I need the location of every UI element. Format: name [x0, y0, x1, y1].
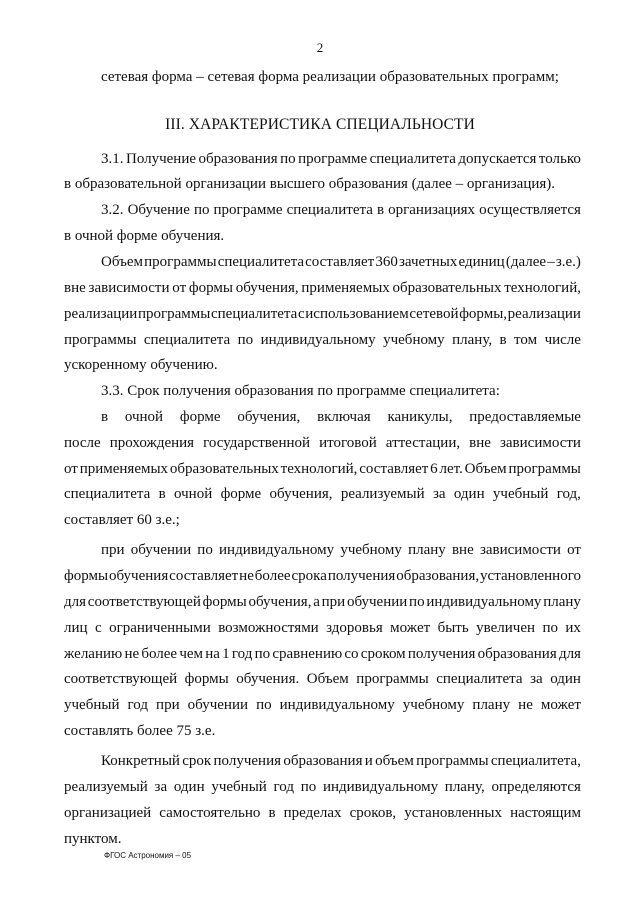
word: установленного [480, 568, 581, 584]
word: каникулы, [387, 409, 453, 425]
word: аттестации, [385, 435, 461, 451]
word: настоящим [510, 805, 581, 821]
word: возможностями [218, 620, 319, 636]
word: числе [544, 332, 581, 348]
word: 360 [375, 254, 398, 270]
word: применяемых [301, 280, 390, 296]
word: индивидуальному [279, 697, 395, 713]
word: том [514, 332, 538, 348]
word: со [344, 646, 359, 662]
word: учебный [211, 779, 267, 795]
word: з.е.) [555, 254, 581, 270]
word: сроков, [349, 805, 397, 821]
word: Обучение [127, 202, 190, 218]
word: зачетных [399, 254, 458, 270]
word: при [321, 594, 346, 610]
word: соответствующей [64, 671, 178, 687]
word: обучения, [237, 409, 301, 425]
word: 6 [430, 461, 438, 477]
word: с [94, 620, 102, 636]
word: учебный [492, 486, 549, 502]
text-line: в образовательной организации высшего образования (далее – организация). [64, 176, 556, 192]
text-line: составляет 60 з.е.; [64, 512, 180, 528]
text-line [101, 752, 581, 770]
word: единиц [458, 254, 505, 270]
word: по [193, 202, 210, 218]
word: зависимости [479, 542, 561, 558]
word: может [390, 620, 431, 636]
word: специалитета [143, 332, 231, 348]
word: Получение [125, 151, 197, 167]
word: срока [291, 568, 327, 584]
word: образовательных [392, 280, 502, 296]
word: программы [416, 753, 489, 769]
word: плану [472, 697, 511, 713]
word: сравнению [272, 646, 343, 662]
word: по [254, 646, 271, 662]
word: от [64, 461, 78, 477]
text-line [101, 408, 581, 426]
text-line [64, 593, 581, 611]
word: в [499, 332, 507, 348]
word: обучении [346, 594, 408, 610]
word: не [124, 646, 140, 662]
word: технологий, [504, 280, 581, 296]
word: 3.2. [101, 202, 124, 218]
word: учебный [64, 697, 120, 713]
word: пределах [283, 805, 342, 821]
word: специалитета [217, 254, 304, 270]
text-line [101, 150, 581, 168]
word: зависимости [499, 435, 581, 451]
word: плану, [452, 332, 493, 348]
word: итоговой [319, 435, 377, 451]
word: формы, [459, 306, 508, 322]
word: реализации [507, 306, 581, 322]
word: лиц [64, 620, 88, 636]
text-line [64, 434, 581, 452]
word: по [409, 594, 425, 610]
word: учебному [340, 542, 402, 558]
text-line [64, 279, 581, 297]
word: образования [477, 646, 557, 662]
word: Конкретный [101, 753, 180, 769]
word: организациях [388, 202, 476, 218]
word: обучении [187, 697, 249, 713]
word: специалитета [286, 202, 373, 218]
word: формы [64, 568, 109, 584]
text-line [64, 567, 581, 585]
word: вне [451, 542, 474, 558]
page-number: 2 [316, 40, 324, 55]
text-line [64, 619, 581, 637]
word: их [565, 620, 581, 636]
word: учебному [402, 697, 465, 713]
word: программе [298, 151, 368, 167]
word: более [141, 646, 178, 662]
word: плану [543, 594, 581, 610]
word: и [364, 753, 373, 769]
word: формы [202, 594, 247, 610]
word: составляет [305, 254, 375, 270]
word: предоставляемые [469, 409, 581, 425]
word: получения [407, 646, 476, 662]
text-line: ускоренному обучению. [64, 357, 218, 373]
word: получения [327, 568, 396, 584]
word: не [518, 697, 533, 713]
word: обучения. [236, 671, 300, 687]
word: форме [179, 409, 221, 425]
word: самостоятельно [159, 805, 261, 821]
word: – [547, 254, 555, 270]
text-line [64, 460, 581, 478]
word: зависимости [88, 280, 170, 296]
word: 1 [222, 646, 230, 662]
text-line: составлять более 75 з.е. [64, 723, 216, 739]
word: год [127, 697, 148, 713]
word: по [300, 779, 317, 795]
word: программы [356, 671, 429, 687]
text-line [64, 485, 581, 503]
word: специалитета [64, 486, 151, 502]
word: программы [64, 332, 137, 348]
word: включая [317, 409, 371, 425]
word: лет. [439, 461, 463, 477]
word: от [172, 280, 187, 296]
word: за [432, 486, 446, 502]
word: по [542, 620, 558, 636]
word: год, [556, 486, 581, 502]
word: а [313, 594, 320, 610]
word: (далее [505, 254, 547, 270]
word: специалитета [369, 151, 456, 167]
word: с [297, 306, 305, 322]
word: реализации [64, 306, 138, 322]
word: очной [174, 486, 213, 502]
word: более [254, 568, 291, 584]
word: от [567, 542, 581, 558]
text-line [64, 305, 581, 323]
word: чем [179, 646, 204, 662]
word: специалитета [211, 306, 298, 322]
word: программе [213, 202, 283, 218]
word: Объем [464, 461, 507, 477]
word: осуществляется [479, 202, 581, 218]
word: обучении [130, 542, 192, 558]
word: ограниченными [109, 620, 211, 636]
word: специалитета, [490, 753, 581, 769]
word: для [558, 646, 581, 662]
word: государственной [203, 435, 311, 451]
word: образовательных [169, 461, 279, 477]
word: в [268, 805, 276, 821]
word: индивидуальному [219, 542, 335, 558]
text-line: сетевая форма – сетевая форма реализации образовательных программ; [101, 69, 559, 85]
word: здоровья [326, 620, 383, 636]
word: один [453, 486, 485, 502]
word: один [173, 779, 205, 795]
word: программы [137, 306, 211, 322]
word: организацией [64, 805, 152, 821]
word: сроком [360, 646, 406, 662]
word: один [550, 671, 581, 687]
word: за [530, 671, 543, 687]
word: использованием [305, 306, 409, 322]
word: специалитета [436, 671, 523, 687]
word: формы [184, 671, 229, 687]
word: образования, [396, 568, 480, 584]
word: обучения, [235, 280, 299, 296]
word: обучения, [248, 594, 312, 610]
word: по [280, 151, 296, 167]
text-line [101, 201, 581, 219]
text-line: 3.3. Срок получения образования по программе специалитета: [101, 383, 500, 399]
word: индивидуальному [322, 779, 439, 795]
word: учебному [383, 332, 445, 348]
word: Объем [101, 254, 143, 270]
word: год [273, 779, 294, 795]
section-heading: III. ХАРАКТЕРИСТИКА СПЕЦИАЛЬНОСТИ [165, 116, 475, 133]
word: образования [198, 151, 278, 167]
text-line [64, 331, 581, 349]
word: при [101, 542, 125, 558]
text-line [101, 541, 581, 559]
word: обучения [109, 568, 169, 584]
word: в [101, 409, 109, 425]
word: сетевой [409, 306, 459, 322]
word: индивидуальному [426, 594, 542, 610]
word: индивидуальному [260, 332, 376, 348]
word: обучения, [269, 486, 333, 502]
word: на [205, 646, 220, 662]
word: допускается [458, 151, 537, 167]
word: образования [283, 753, 363, 769]
word: желанию [64, 646, 123, 662]
word: Объем [306, 671, 349, 687]
word: программы [144, 254, 217, 270]
word: по [237, 332, 254, 348]
footer-label: ФГОС Астрономия – 05 [104, 851, 192, 860]
text-line: в очной форме обучения. [64, 228, 225, 244]
word: не [239, 568, 254, 584]
word: по [197, 542, 213, 558]
word: плану [408, 542, 446, 558]
word: может [540, 697, 581, 713]
word: срок [182, 753, 212, 769]
text-line: пунктом. [64, 831, 122, 847]
word: реализуемый [340, 486, 425, 502]
text-line [64, 670, 581, 688]
word: составляет [359, 461, 429, 477]
word: год [231, 646, 253, 662]
word: технологий, [280, 461, 358, 477]
text-line [64, 645, 581, 663]
word: реализуемый [64, 779, 148, 795]
word: только [538, 151, 581, 167]
word: плану, [444, 779, 485, 795]
text-line [64, 778, 581, 796]
word: быть [437, 620, 469, 636]
word: получения [213, 753, 282, 769]
word: вне [469, 435, 491, 451]
word: для [64, 594, 87, 610]
word: 3.1. [101, 151, 124, 167]
word: объем [375, 753, 414, 769]
text-line [101, 253, 581, 271]
word: составляет [169, 568, 239, 584]
word: в [376, 202, 385, 218]
word: форме [220, 486, 262, 502]
word: соответствующей [87, 594, 201, 610]
word: формы [188, 280, 233, 296]
word: в [158, 486, 166, 502]
word: очной [124, 409, 164, 425]
text-line [64, 804, 581, 822]
word: при [156, 697, 180, 713]
word: вне [64, 280, 86, 296]
word: за [154, 779, 168, 795]
word: определяются [491, 779, 581, 795]
word: программы [508, 461, 581, 477]
word: установленных [404, 805, 503, 821]
word: по [256, 697, 272, 713]
word: прохождения [109, 435, 195, 451]
word: после [64, 435, 101, 451]
text-line [64, 696, 581, 714]
word: применяемых [79, 461, 169, 477]
word: увеличен [476, 620, 536, 636]
